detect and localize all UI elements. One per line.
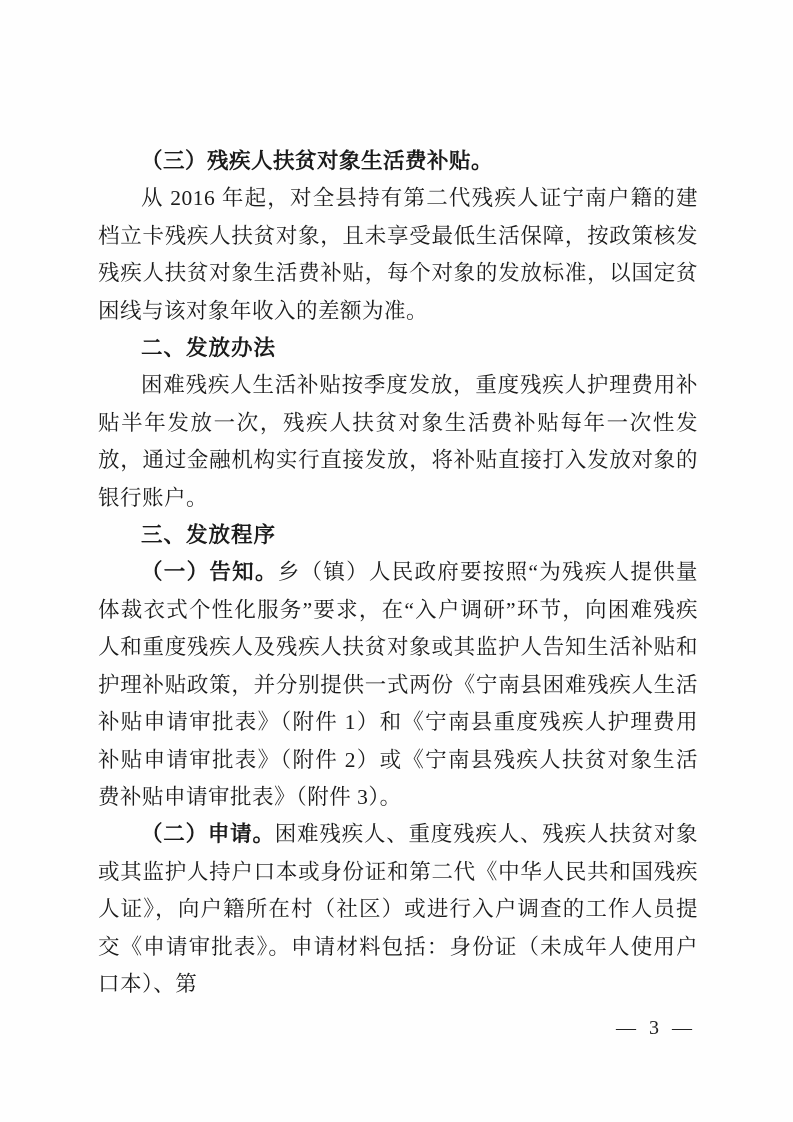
subheading-living-allowance-for-poverty-alleviation: （三）残疾人扶贫对象生活费补贴。 [141,149,494,173]
paragraph-application-lead: （二）申请。 [141,822,275,847]
paragraph-notification-lead: （一）告知。 [141,560,278,585]
page-number: — 3 — [616,1017,696,1039]
document-body [98,143,698,1003]
paragraph-notification [98,554,698,816]
paragraph-distribution-method: 困难残疾人生活补贴按季度发放，重度残疾人护理费用补贴半年发放一次，残疾人扶贫对象生活费补贴每年一次性发放，通过金融机构实行直接发放，将补贴直接打入发放对象的银行账户。 [98,373,698,510]
paragraph-2016-policy: 从 2016 年起，对全县持有第二代残疾人证宁南户籍的建档立卡残疾人扶贫对象，且未享受最低生活保障，按政策核发残疾人扶贫对象生活费补贴，每个对象的发放标准，以国定贫困线与该对象年收入的差额为准。 [98,186,698,323]
paragraph-application [98,816,698,1003]
heading-distribution-procedure: 三、发放程序 [141,523,277,548]
paragraph-application-body: 困难残疾人、重度残疾人、残疾人扶贫对象或其监护人持户口本或身份证和第二代《中华人民共和国残疾人证》，向户籍所在村（社区）或进行入户调查的工作人员提交《申请审批表》。申请材料包括：身份证（未成年人使用户口本）、第 [98,822,698,996]
heading-distribution-method: 二、发放办法 [141,336,277,361]
paragraph-notification-body: 乡（镇）人民政府要按照“为残疾人提供量体裁衣式个性化服务”要求，在“入户调研”环节，向困难残疾人和重度残疾人及残疾人扶贫对象或其监护人告知生活补贴和护理补贴政策，并分别提供一式两份《宁南县困难残疾人生活补贴申请审批表》（附件 1）和《宁南县重度残疾人护理费用补贴申请审批表》（附件 2）或《宁南县残疾人扶贫对象生活费补贴申请审批表》（附件 3）。 [98,560,698,809]
